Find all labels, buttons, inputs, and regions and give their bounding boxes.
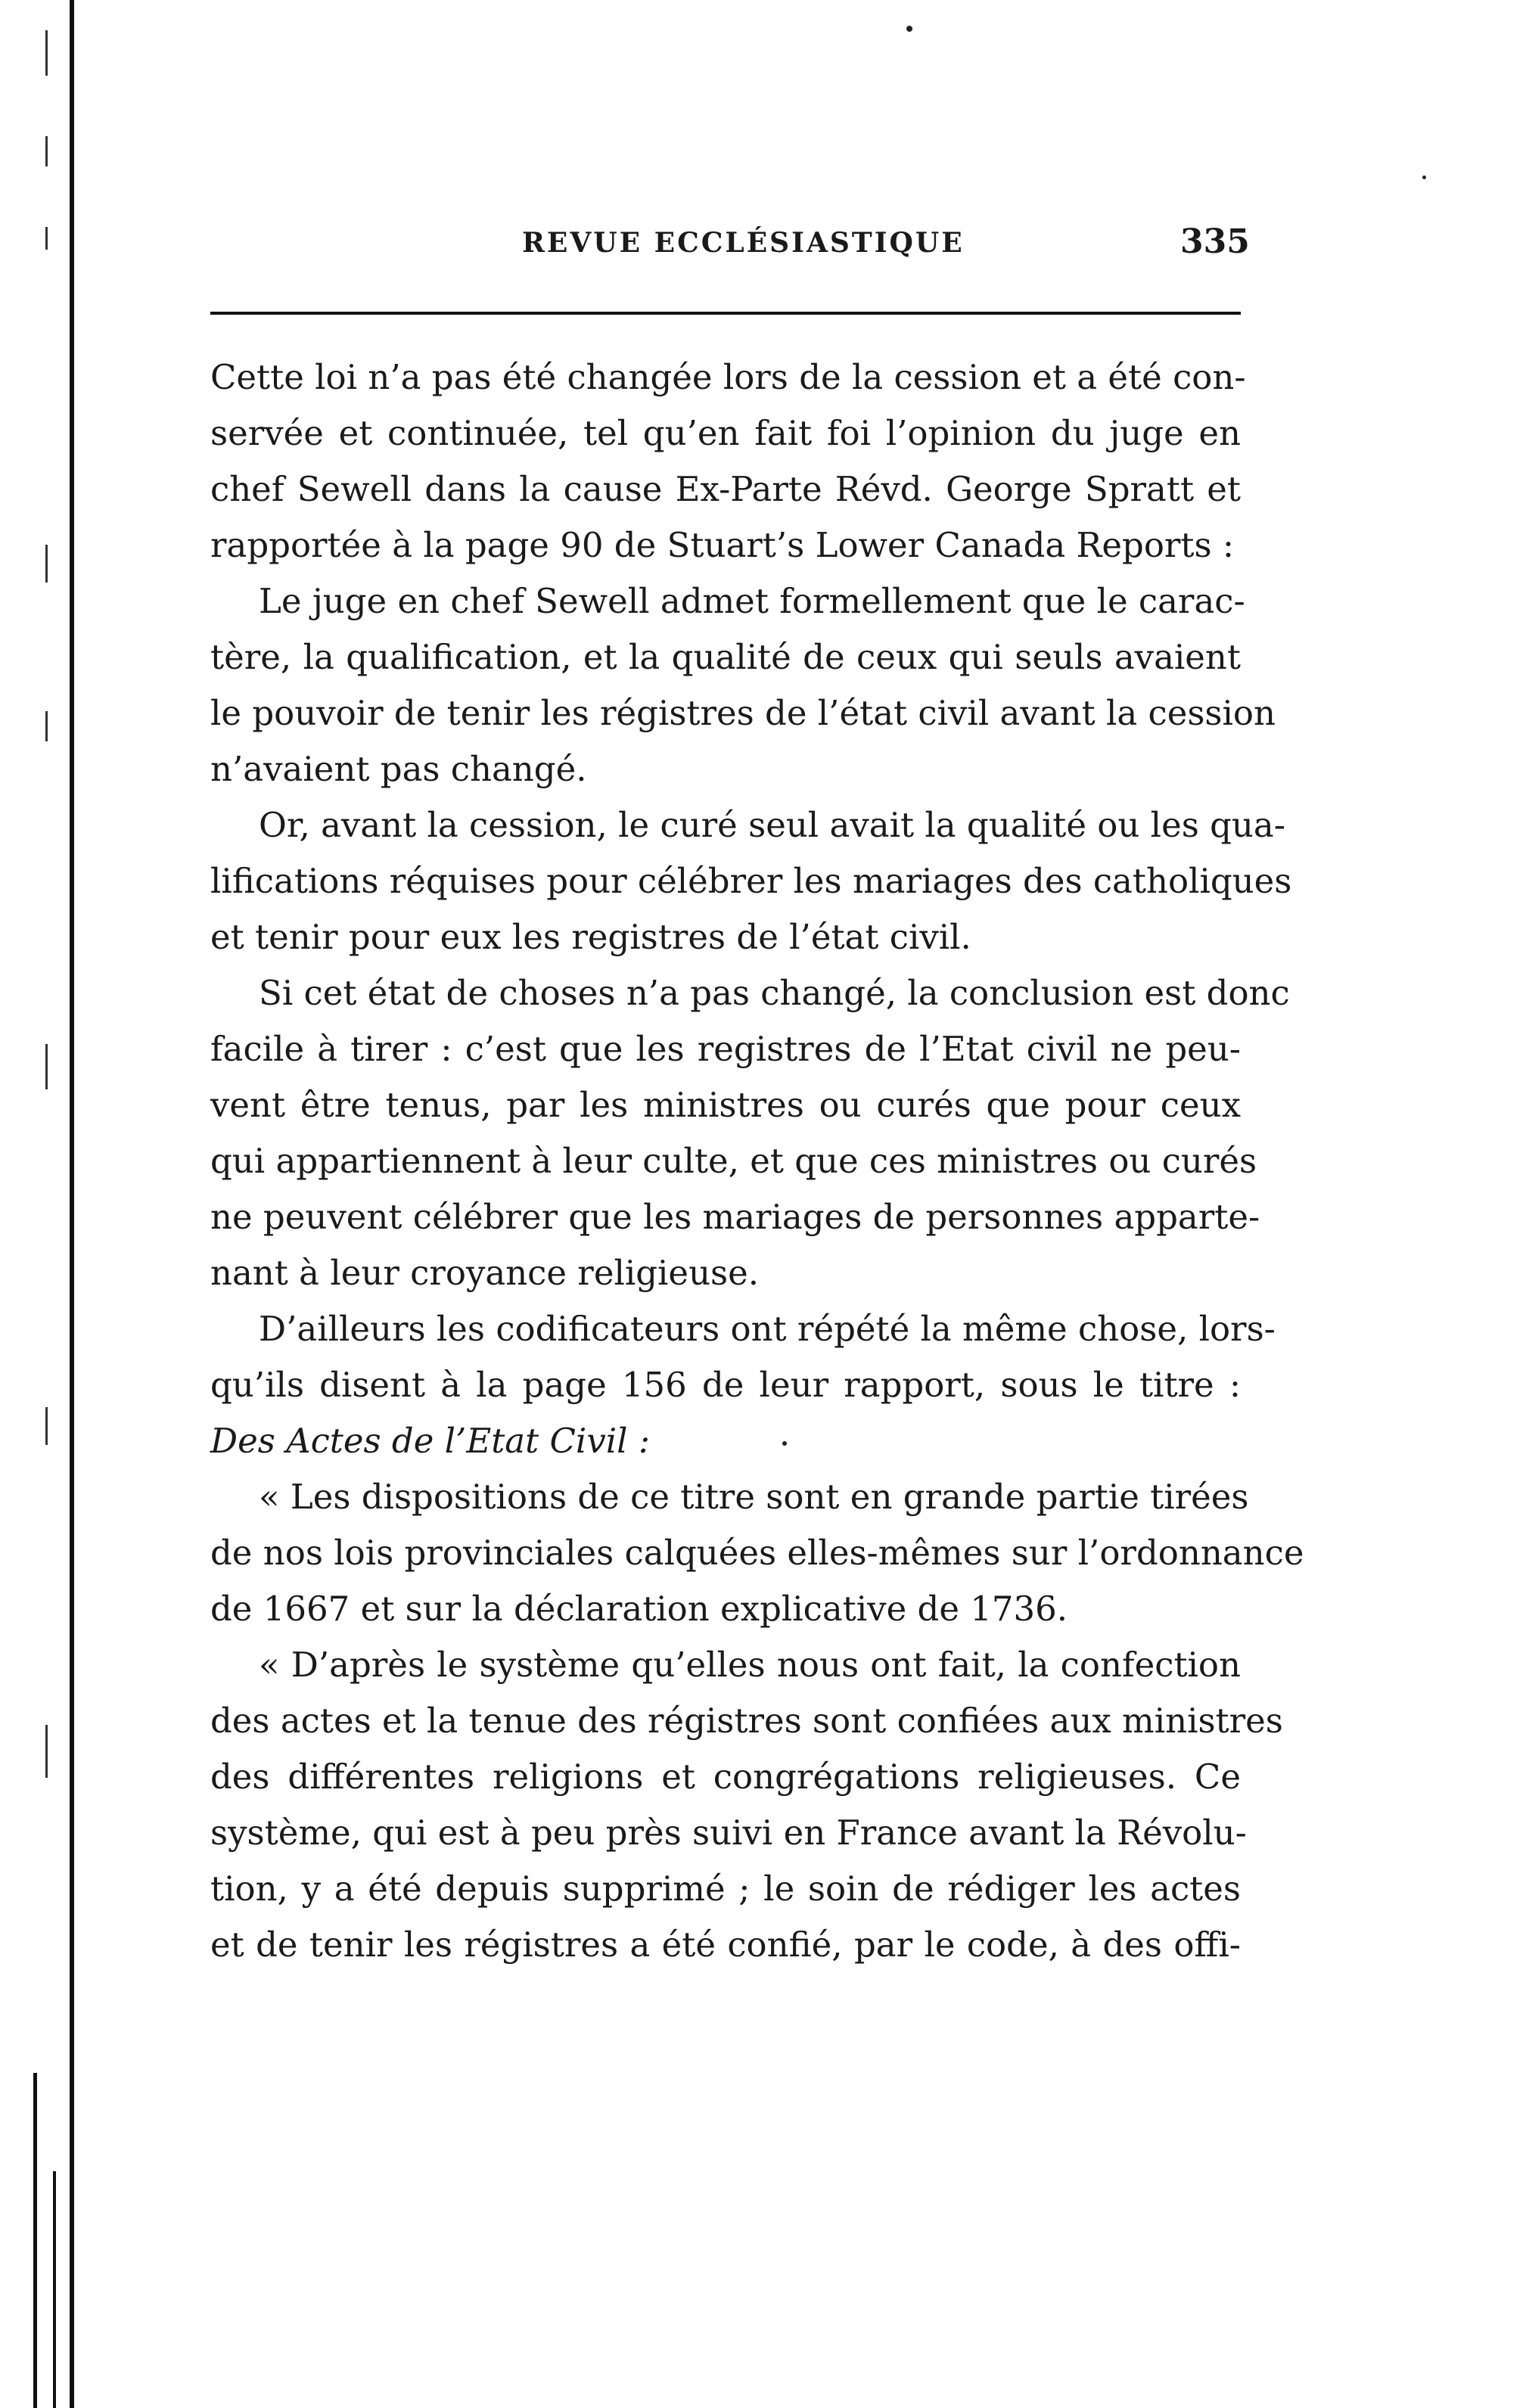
ink-speck bbox=[906, 26, 912, 32]
text-line: Des Actes de l’Etat Civil : bbox=[210, 1421, 651, 1461]
text-line: Le juge en chef Sewell admet formellement que le carac- bbox=[259, 581, 1245, 621]
text-line: qu’ils disent à la page 156 de leur rapport, sous le titre : bbox=[210, 1365, 1241, 1405]
text-line: Or, avant la cession, le curé seul avait la qualité ou les qua- bbox=[259, 805, 1285, 845]
binding-mark bbox=[45, 1044, 48, 1089]
text-line: chef Sewell dans la cause Ex-Parte Révd. George Spratt et bbox=[210, 469, 1241, 509]
text-line: vent être tenus, par les ministres ou curés que pour ceux bbox=[210, 1085, 1241, 1125]
binding-edge-line bbox=[33, 2073, 37, 2408]
binding-mark bbox=[45, 227, 48, 250]
binding-edge-line bbox=[53, 2171, 56, 2408]
text-line: rapportée à la page 90 de Stuart’s Lower Canada Reports : bbox=[210, 525, 1235, 565]
text-line: Cette loi n’a pas été changée lors de la cession et a été con- bbox=[210, 357, 1246, 397]
text-line: tère, la qualification, et la qualité de ceux qui seuls avaient bbox=[210, 637, 1241, 677]
text-line: nant à leur croyance religieuse. bbox=[210, 1253, 760, 1293]
binding-mark bbox=[45, 136, 48, 166]
page-header bbox=[522, 222, 1250, 287]
page-number: 335 bbox=[1180, 222, 1250, 261]
text-line: lifications réquises pour célébrer les mariages des catholiques bbox=[210, 861, 1292, 901]
binding-mark bbox=[45, 545, 48, 583]
body-text bbox=[210, 350, 1304, 1973]
text-line: servée et continuée, tel qu’en fait foi l’opinion du juge en bbox=[210, 413, 1241, 453]
binding-mark bbox=[45, 711, 48, 741]
ink-speck bbox=[1422, 176, 1426, 179]
binding-mark bbox=[45, 30, 48, 76]
running-title: REVUE ECCLÉSIASTIQUE bbox=[522, 227, 965, 259]
text-line: de 1667 et sur la déclaration explicative de 1736. bbox=[210, 1589, 1068, 1629]
text-line: et de tenir les régistres a été confié, par le code, à des offi- bbox=[210, 1925, 1241, 1965]
text-line: facile à tirer : c’est que les registres de l’Etat civil ne peu- bbox=[210, 1029, 1241, 1069]
text-line: « Les dispositions de ce titre sont en grande partie tirées bbox=[259, 1477, 1249, 1517]
text-line: des différentes religions et congrégations religieuses. Ce bbox=[210, 1757, 1241, 1797]
text-line: Si cet état de choses n’a pas changé, la conclusion est donc bbox=[259, 973, 1290, 1013]
text-line: D’ailleurs les codificateurs ont répété la même chose, lors- bbox=[259, 1309, 1276, 1349]
page-spine-line bbox=[70, 0, 74, 2408]
text-line: « D’après le système qu’elles nous ont fait, la confection bbox=[259, 1645, 1241, 1685]
text-line: des actes et la tenue des régistres sont confiées aux ministres bbox=[210, 1701, 1283, 1741]
text-line: de nos lois provinciales calquées elles-mêmes sur l’ordonnance bbox=[210, 1533, 1304, 1573]
text-line: qui appartiennent à leur culte, et que ces ministres ou curés bbox=[210, 1141, 1257, 1181]
header-rule bbox=[210, 312, 1241, 315]
text-line: le pouvoir de tenir les régistres de l’état civil avant la cession bbox=[210, 693, 1276, 733]
text-line: n’avaient pas changé. bbox=[210, 749, 587, 789]
text-line: ne peuvent célébrer que les mariages de personnes apparte- bbox=[210, 1197, 1260, 1237]
text-line: et tenir pour eux les registres de l’état civil. bbox=[210, 917, 971, 957]
text-line: tion, y a été depuis supprimé ; le soin de rédiger les actes bbox=[210, 1869, 1241, 1909]
binding-mark bbox=[45, 1407, 48, 1445]
binding-mark bbox=[45, 1725, 48, 1778]
text-line: système, qui est à peu près suivi en France avant la Révolu- bbox=[210, 1813, 1247, 1853]
